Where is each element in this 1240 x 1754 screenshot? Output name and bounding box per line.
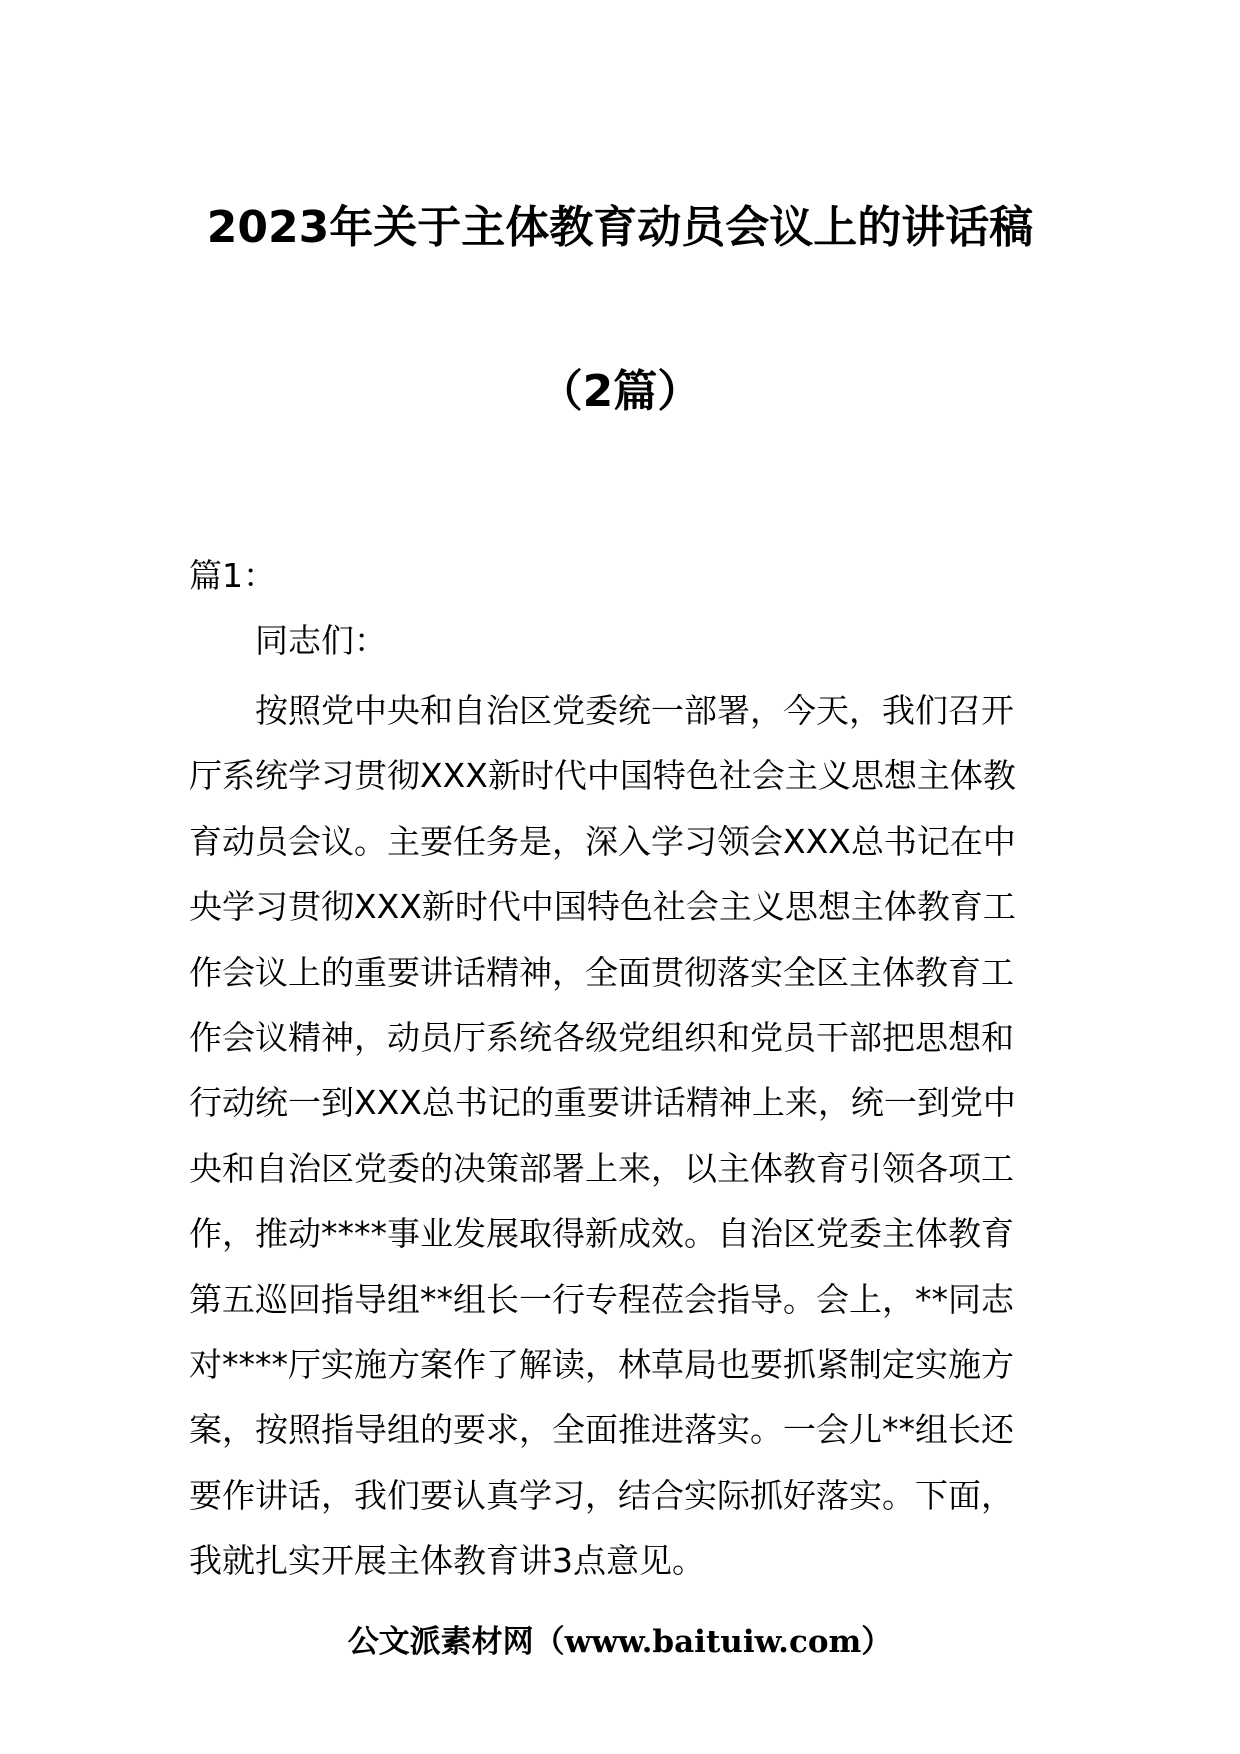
body-line: 对****厅实施方案作了解读，林草局也要抓紧制定实施方 [189, 1344, 1014, 1384]
document-title-line-1: 2023年关于主体教育动员会议上的讲话稿 [206, 202, 1034, 253]
body-line: 要作讲话，我们要认真学习，结合实际抓好落实。下面， [189, 1475, 1014, 1515]
body-line: 央学习贯彻XXX新时代中国特色社会主义思想主体教育工 [189, 887, 1016, 927]
body-line: 央和自治区党委的决策部署上来，以主体教育引领各项工 [189, 1148, 1014, 1188]
body-line: 我就扎实开展主体教育讲3点意见。 [189, 1541, 705, 1581]
document-title-line-2: （2篇） [538, 366, 702, 417]
body-line: 作，推动****事业发展取得新成效。自治区党委主体教育 [189, 1214, 1014, 1254]
body-line: 厅系统学习贯彻XXX新时代中国特色社会主义思想主体教 [189, 756, 1016, 796]
body-line: 育动员会议。主要任务是，深入学习领会XXX总书记在中 [189, 821, 1016, 861]
body-line: 按照党中央和自治区党委统一部署，今天，我们召开 [255, 691, 1014, 730]
body-line: 作会议精神，动员厅系统各级党组织和党员干部把思想和 [189, 1017, 1014, 1057]
body-line: 作会议上的重要讲话精神，全面贯彻落实全区主体教育工 [189, 952, 1014, 992]
body-line: 第五巡回指导组**组长一行专程莅会指导。会上，**同志 [189, 1279, 1014, 1319]
body-paragraph [189, 678, 1059, 1593]
footer-source: 公文派素材网（www.baituiw.com） [347, 1624, 893, 1660]
body-line: 案，按照指导组的要求，全面推进落实。一会儿**组长还 [189, 1410, 1014, 1450]
salutation: 同志们： [255, 621, 387, 660]
body-line: 行动统一到XXX总书记的重要讲话精神上来，统一到党中 [189, 1083, 1016, 1123]
section-label: 篇1： [189, 556, 276, 595]
